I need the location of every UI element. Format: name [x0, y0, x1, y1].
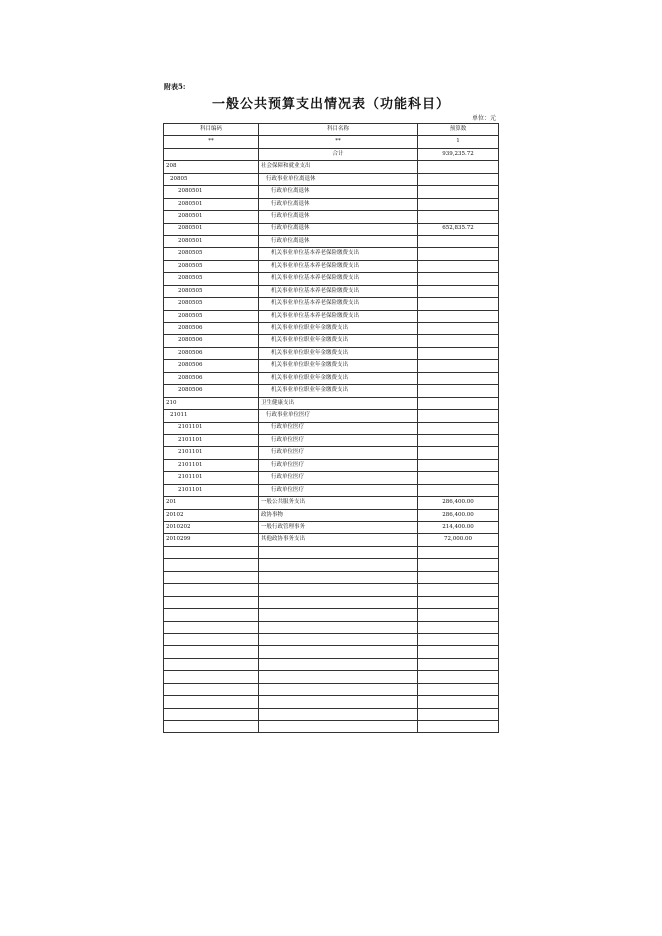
row-name: 机关事业单位基本养老保险缴费支出: [259, 285, 418, 297]
index-code: **: [164, 136, 259, 148]
table-row: [164, 509, 499, 521]
row-name: 行政单位医疗: [259, 459, 418, 471]
empty-cell: [164, 683, 259, 695]
row-amount: 286,400.00: [418, 509, 499, 521]
row-code: 210: [164, 397, 259, 409]
empty-cell: [164, 658, 259, 670]
table-row: [164, 235, 499, 247]
row-name: 机关事业单位基本养老保险缴费支出: [259, 248, 418, 260]
table-row: [164, 472, 499, 484]
row-code: 2010299: [164, 534, 259, 546]
empty-cell: [418, 658, 499, 670]
row-code: 2080501: [164, 198, 259, 210]
row-name: 机关事业单位职业年金缴费支出: [259, 372, 418, 384]
total-code: [164, 148, 259, 160]
row-name: 行政单位离退休: [259, 223, 418, 235]
empty-cell: [259, 671, 418, 683]
row-amount: [418, 235, 499, 247]
row-amount: 72,000.00: [418, 534, 499, 546]
table-row: [164, 360, 499, 372]
empty-row: [164, 721, 499, 733]
empty-cell: [259, 696, 418, 708]
row-name: 卫生健康支出: [259, 397, 418, 409]
empty-row: [164, 584, 499, 596]
row-name: 社会保障和就业支出: [259, 161, 418, 173]
row-code: 2080506: [164, 335, 259, 347]
row-name: 机关事业单位基本养老保险缴费支出: [259, 310, 418, 322]
row-name: 机关事业单位基本养老保险缴费支出: [259, 273, 418, 285]
header-row: [164, 124, 499, 136]
row-amount: [418, 484, 499, 496]
empty-cell: [418, 559, 499, 571]
row-code: 2101101: [164, 484, 259, 496]
header-name: 科目名称: [259, 124, 418, 136]
row-name: 行政单位离退休: [259, 211, 418, 223]
empty-row: [164, 646, 499, 658]
row-code: 2010202: [164, 522, 259, 534]
table-row: [164, 298, 499, 310]
empty-row: [164, 559, 499, 571]
row-code: 2080506: [164, 360, 259, 372]
empty-cell: [259, 621, 418, 633]
row-name: 行政单位离退休: [259, 235, 418, 247]
empty-cell: [259, 609, 418, 621]
empty-cell: [164, 633, 259, 645]
empty-row: [164, 633, 499, 645]
empty-cell: [418, 721, 499, 733]
row-amount: [418, 248, 499, 260]
empty-row: [164, 671, 499, 683]
empty-cell: [418, 609, 499, 621]
empty-cell: [259, 721, 418, 733]
empty-cell: [418, 571, 499, 583]
row-amount: [418, 335, 499, 347]
row-amount: [418, 310, 499, 322]
row-code: 2101101: [164, 459, 259, 471]
empty-cell: [164, 571, 259, 583]
row-code: 2080501: [164, 223, 259, 235]
row-name: 机关事业单位职业年金缴费支出: [259, 347, 418, 359]
row-name: 机关事业单位职业年金缴费支出: [259, 385, 418, 397]
row-amount: [418, 372, 499, 384]
row-code: 2080506: [164, 385, 259, 397]
page-title: 一般公共预算支出情况表（功能科目）: [211, 97, 450, 112]
row-code: 2080506: [164, 323, 259, 335]
row-name: 行政单位医疗: [259, 484, 418, 496]
row-code: 2080501: [164, 235, 259, 247]
row-amount: [418, 198, 499, 210]
empty-cell: [164, 609, 259, 621]
row-code: 2080506: [164, 347, 259, 359]
row-name: 机关事业单位基本养老保险缴费支出: [259, 260, 418, 272]
row-name: 政协事物: [259, 509, 418, 521]
unit-label: 单位：元: [471, 115, 496, 122]
empty-cell: [259, 633, 418, 645]
table-row: [164, 335, 499, 347]
empty-cell: [164, 696, 259, 708]
row-amount: [418, 422, 499, 434]
table-row: [164, 447, 499, 459]
row-amount: [418, 397, 499, 409]
empty-row: [164, 696, 499, 708]
empty-cell: [164, 584, 259, 596]
table-row: [164, 211, 499, 223]
row-amount: [418, 211, 499, 223]
table-row: [164, 310, 499, 322]
table-row: [164, 273, 499, 285]
row-code: 21011: [164, 410, 259, 422]
row-name: 其他政协事务支出: [259, 534, 418, 546]
empty-row: [164, 609, 499, 621]
row-amount: [418, 260, 499, 272]
empty-row: [164, 658, 499, 670]
empty-cell: [259, 559, 418, 571]
row-code: 2080505: [164, 285, 259, 297]
table-row: [164, 534, 499, 546]
table-row: [164, 434, 499, 446]
row-amount: [418, 173, 499, 185]
empty-cell: [259, 571, 418, 583]
total-label: 合计: [259, 148, 418, 160]
empty-cell: [164, 546, 259, 558]
empty-cell: [164, 559, 259, 571]
empty-row: [164, 596, 499, 608]
empty-cell: [164, 621, 259, 633]
table-row: [164, 161, 499, 173]
empty-row: [164, 546, 499, 558]
table-row: [164, 323, 499, 335]
table-row: [164, 248, 499, 260]
row-name: 行政单位医疗: [259, 422, 418, 434]
row-amount: [418, 323, 499, 335]
row-amount: [418, 447, 499, 459]
empty-cell: [259, 708, 418, 720]
row-name: 机关事业单位基本养老保险缴费支出: [259, 298, 418, 310]
row-name: 机关事业单位职业年金缴费支出: [259, 360, 418, 372]
table-row: [164, 397, 499, 409]
row-code: 2080505: [164, 298, 259, 310]
row-code: 2080505: [164, 248, 259, 260]
table-row: [164, 522, 499, 534]
table-row: [164, 347, 499, 359]
row-code: 2080501: [164, 186, 259, 198]
budget-table: [163, 123, 499, 733]
index-row: [164, 136, 499, 148]
empty-cell: [418, 696, 499, 708]
row-code: 2080505: [164, 273, 259, 285]
row-amount: 286,400.00: [418, 497, 499, 509]
row-amount: [418, 385, 499, 397]
row-amount: [418, 161, 499, 173]
row-amount: [418, 459, 499, 471]
row-code: 2080505: [164, 310, 259, 322]
row-amount: [418, 298, 499, 310]
table-row: [164, 497, 499, 509]
row-code: 208: [164, 161, 259, 173]
row-amount: [418, 434, 499, 446]
table-row: [164, 260, 499, 272]
empty-cell: [164, 646, 259, 658]
row-name: 一般公共服务支出: [259, 497, 418, 509]
table-row: [164, 422, 499, 434]
row-name: 行政单位医疗: [259, 472, 418, 484]
row-code: 20805: [164, 173, 259, 185]
empty-cell: [418, 646, 499, 658]
empty-cell: [164, 596, 259, 608]
table-row: [164, 223, 499, 235]
row-name: 行政事业单位离退休: [259, 173, 418, 185]
row-amount: [418, 186, 499, 198]
table-row: [164, 459, 499, 471]
table-row: [164, 372, 499, 384]
empty-cell: [164, 721, 259, 733]
empty-cell: [259, 596, 418, 608]
empty-cell: [418, 621, 499, 633]
table-row: [164, 285, 499, 297]
empty-cell: [259, 658, 418, 670]
table-row: [164, 385, 499, 397]
empty-row: [164, 683, 499, 695]
row-code: 2101101: [164, 447, 259, 459]
empty-cell: [418, 546, 499, 558]
row-name: 行政单位离退休: [259, 186, 418, 198]
row-name: 行政单位离退休: [259, 198, 418, 210]
row-amount: 214,400.00: [418, 522, 499, 534]
row-amount: [418, 285, 499, 297]
row-name: 行政事业单位医疗: [259, 410, 418, 422]
row-name: 机关事业单位职业年金缴费支出: [259, 335, 418, 347]
empty-row: [164, 621, 499, 633]
row-amount: [418, 347, 499, 359]
table-row: [164, 198, 499, 210]
total-value: 939,235.72: [418, 148, 499, 160]
row-code: 2080501: [164, 211, 259, 223]
row-code: 2080506: [164, 372, 259, 384]
row-code: 20102: [164, 509, 259, 521]
table-row: [164, 173, 499, 185]
row-amount: [418, 273, 499, 285]
empty-cell: [418, 708, 499, 720]
row-name: 行政单位医疗: [259, 434, 418, 446]
row-amount: [418, 360, 499, 372]
empty-cell: [418, 671, 499, 683]
index-amount: 1: [418, 136, 499, 148]
empty-row: [164, 708, 499, 720]
row-name: 机关事业单位职业年金缴费支出: [259, 323, 418, 335]
row-code: 2101101: [164, 472, 259, 484]
empty-cell: [259, 584, 418, 596]
empty-cell: [418, 633, 499, 645]
empty-cell: [418, 596, 499, 608]
empty-cell: [164, 708, 259, 720]
row-code: 201: [164, 497, 259, 509]
empty-cell: [259, 646, 418, 658]
total-row: [164, 148, 499, 160]
index-name: **: [259, 136, 418, 148]
empty-cell: [418, 584, 499, 596]
header-code: 科目编码: [164, 124, 259, 136]
empty-row: [164, 571, 499, 583]
empty-cell: [259, 546, 418, 558]
row-name: 一般行政管理事务: [259, 522, 418, 534]
row-amount: [418, 472, 499, 484]
table-row: [164, 410, 499, 422]
header-amount: 预算数: [418, 124, 499, 136]
row-code: 2080505: [164, 260, 259, 272]
attachment-label: 附表5:: [164, 82, 186, 91]
row-code: 2101101: [164, 434, 259, 446]
empty-cell: [418, 683, 499, 695]
row-amount: 652,835.72: [418, 223, 499, 235]
empty-cell: [164, 671, 259, 683]
row-code: 2101101: [164, 422, 259, 434]
empty-cell: [259, 683, 418, 695]
row-name: 行政单位医疗: [259, 447, 418, 459]
table-row: [164, 186, 499, 198]
table-row: [164, 484, 499, 496]
row-amount: [418, 410, 499, 422]
